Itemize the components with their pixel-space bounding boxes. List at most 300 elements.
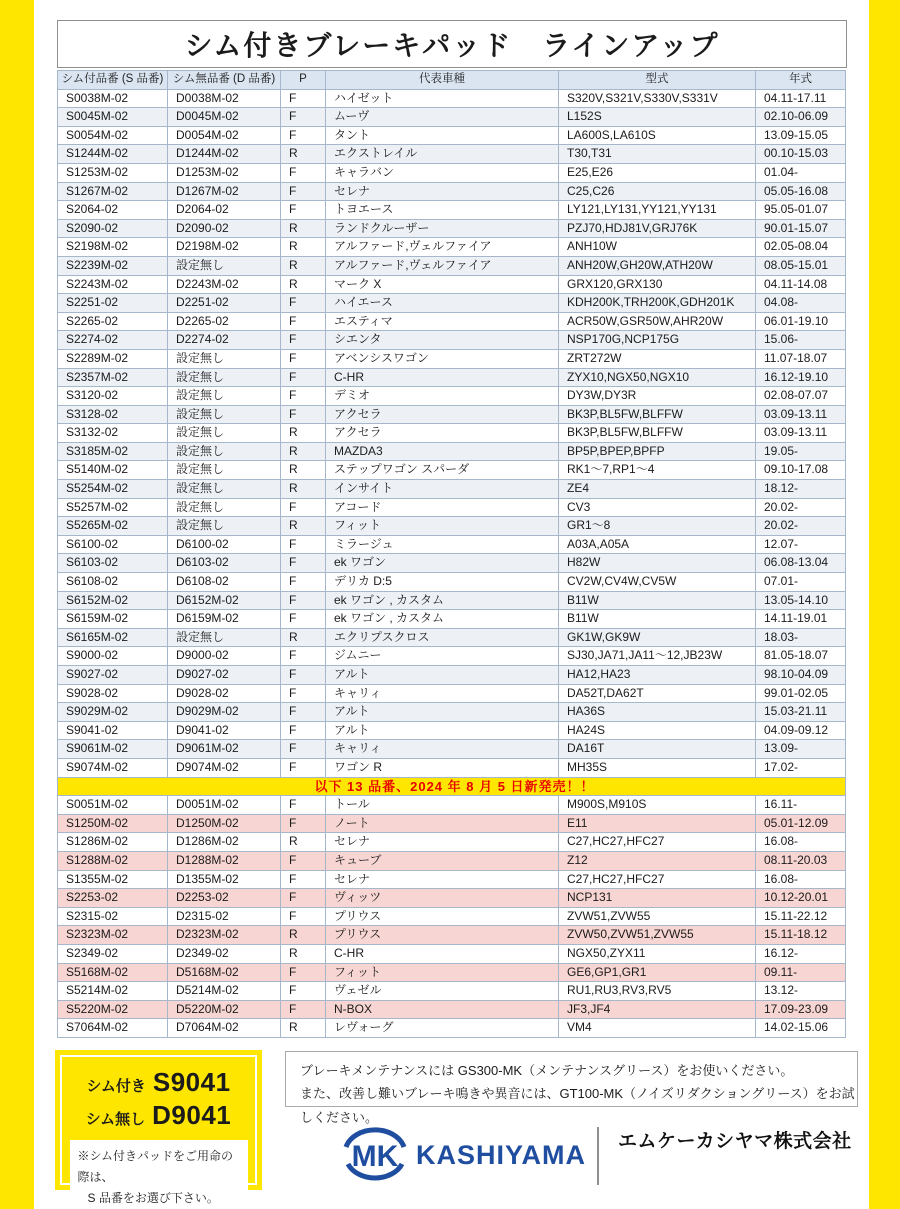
header-year: 年式 [756,71,846,90]
cell-position: F [281,294,326,313]
table-row [58,163,846,182]
cell-s-number: S9074M-02 [58,758,168,777]
table-row [58,814,846,833]
new-release-banner-text: 以下 13 品番、2024 年 8 月 5 日新発売！！ [58,777,846,796]
cell-position: F [281,349,326,368]
cell-d-number: D6100-02 [168,535,281,554]
cell-vehicle: アベンシスワゴン [326,349,559,368]
cell-d-number: D1250M-02 [168,814,281,833]
cell-year: 13.09-15.05 [756,126,846,145]
cell-position: F [281,666,326,685]
cell-s-number: S2198M-02 [58,238,168,257]
cell-d-number: D1267M-02 [168,182,281,201]
cell-vehicle: ek ワゴン [326,554,559,573]
table-row [58,1000,846,1019]
cell-vehicle: ランドクルーザー [326,219,559,238]
cell-year: 06.01-19.10 [756,312,846,331]
cell-d-number: D0045M-02 [168,108,281,127]
cell-s-number: S9000-02 [58,647,168,666]
cell-vehicle: キューブ [326,851,559,870]
cell-vehicle: ek ワゴン , カスタム [326,610,559,629]
cell-s-number: S2239M-02 [58,256,168,275]
cell-year: 04.09-09.12 [756,721,846,740]
cell-model-code: M900S,M910S [559,796,756,815]
cell-year: 16.08- [756,833,846,852]
cell-vehicle: セレナ [326,182,559,201]
cell-d-number: D0054M-02 [168,126,281,145]
cell-year: 03.09-13.11 [756,405,846,424]
cell-model-code: T30,T31 [559,145,756,164]
table-row [58,89,846,108]
cell-model-code: GE6,GP1,GR1 [559,963,756,982]
cell-year: 01.04- [756,163,846,182]
cell-s-number: S0051M-02 [58,796,168,815]
cell-vehicle: アクセラ [326,424,559,443]
header-vehicle: 代表車種 [326,71,559,90]
cell-model-code: KDH200K,TRH200K,GDH201K [559,294,756,313]
table-row [58,238,846,257]
cell-vehicle: レヴォーグ [326,1019,559,1038]
cell-model-code: GRX120,GRX130 [559,275,756,294]
table-row [58,684,846,703]
table-row [58,461,846,480]
cell-model-code: BK3P,BL5FW,BLFFW [559,424,756,443]
cell-s-number: S6103-02 [58,554,168,573]
cell-vehicle: キャリィ [326,684,559,703]
cell-position: R [281,517,326,536]
cell-s-number: S3132-02 [58,424,168,443]
right-yellow-strip [869,0,900,1209]
cell-position: R [281,1019,326,1038]
table-row [58,219,846,238]
cell-model-code: ANH20W,GH20W,ATH20W [559,256,756,275]
order-note-line1: ※シム付きパッドをご用命の際は、 [77,1149,234,1184]
cell-d-number: D2090-02 [168,219,281,238]
left-yellow-strip [0,0,34,1209]
cell-d-number: D6159M-02 [168,610,281,629]
logo-word: KASHIYAMA [416,1139,587,1170]
cell-s-number: S2265-02 [58,312,168,331]
cell-model-code: A03A,A05A [559,535,756,554]
table-row [58,944,846,963]
cell-d-number: D1288M-02 [168,851,281,870]
cell-d-number: D1355M-02 [168,870,281,889]
cell-position: R [281,628,326,647]
cell-position: F [281,814,326,833]
cell-model-code: GK1W,GK9W [559,628,756,647]
table-row [58,1019,846,1038]
header-model-code: 型式 [559,71,756,90]
cell-d-number: 設定無し [168,480,281,499]
cell-vehicle: アコード [326,498,559,517]
cell-year: 10.12-20.01 [756,889,846,908]
table-row [58,610,846,629]
cell-year: 02.10-06.09 [756,108,846,127]
table-row [58,740,846,759]
shim-with-line [86,1067,230,1098]
cell-d-number: 設定無し [168,405,281,424]
table-row [58,387,846,406]
cell-s-number: S9028-02 [58,684,168,703]
cell-year: 16.12-19.10 [756,368,846,387]
cell-d-number: D6152M-02 [168,591,281,610]
cell-d-number: D9041-02 [168,721,281,740]
cell-vehicle: アルファード,ヴェルファイア [326,256,559,275]
table-row [58,591,846,610]
lineup-table [57,70,846,1038]
cell-s-number: S9061M-02 [58,740,168,759]
cell-vehicle: ステップワゴン スパーダ [326,461,559,480]
table-row [58,368,846,387]
cell-model-code: HA36S [559,703,756,722]
cell-vehicle: デリカ D:5 [326,573,559,592]
cell-s-number: S9041-02 [58,721,168,740]
cell-year: 20.02- [756,498,846,517]
cell-vehicle: アクセラ [326,405,559,424]
cell-year: 02.05-08.04 [756,238,846,257]
table-row [58,647,846,666]
cell-model-code: B11W [559,610,756,629]
part-number-promo-inner [60,1055,257,1205]
cell-model-code: ANH10W [559,238,756,257]
cell-model-code: Z12 [559,851,756,870]
cell-year: 15.11-22.12 [756,907,846,926]
cell-d-number: D9074M-02 [168,758,281,777]
cell-s-number: S5140M-02 [58,461,168,480]
cell-vehicle: プリウス [326,907,559,926]
cell-position: F [281,535,326,554]
cell-position: F [281,684,326,703]
cell-s-number: S2090-02 [58,219,168,238]
cell-vehicle: アルト [326,703,559,722]
cell-vehicle: キャリィ [326,740,559,759]
cell-model-code: ZE4 [559,480,756,499]
cell-year: 08.11-20.03 [756,851,846,870]
cell-position: F [281,796,326,815]
cell-model-code: DY3W,DY3R [559,387,756,406]
table-row [58,275,846,294]
cell-position: F [281,405,326,424]
cell-year: 07.01- [756,573,846,592]
order-note [70,1140,248,1209]
cell-year: 04.11-14.08 [756,275,846,294]
cell-position: R [281,275,326,294]
cell-year: 13.12- [756,982,846,1001]
cell-year: 14.11-19.01 [756,610,846,629]
cell-model-code: GR1～8 [559,517,756,536]
mk-kashiyama-logo [338,1126,586,1184]
table-row [58,424,846,443]
cell-position: F [281,108,326,127]
cell-s-number: S2251-02 [58,294,168,313]
cell-year: 16.12- [756,944,846,963]
cell-d-number: D9028-02 [168,684,281,703]
cell-d-number: 設定無し [168,442,281,461]
cell-position: F [281,851,326,870]
cell-d-number: D2243M-02 [168,275,281,294]
cell-year: 09.11- [756,963,846,982]
cell-d-number: D2349-02 [168,944,281,963]
table-row [58,666,846,685]
header-position: P [281,71,326,90]
cell-year: 05.01-12.09 [756,814,846,833]
cell-year: 13.05-14.10 [756,591,846,610]
cell-s-number: S5214M-02 [58,982,168,1001]
cell-s-number: S9027-02 [58,666,168,685]
cell-model-code: HA24S [559,721,756,740]
cell-d-number: D0038M-02 [168,89,281,108]
cell-model-code: ACR50W,GSR50W,AHR20W [559,312,756,331]
cell-vehicle: C-HR [326,944,559,963]
cell-vehicle: セレナ [326,870,559,889]
maintenance-info-box [285,1051,858,1125]
cell-vehicle: フィット [326,963,559,982]
company-name: エムケーカシヤマ株式会社 [618,1131,852,1152]
cell-year: 03.09-13.11 [756,424,846,443]
cell-d-number: D7064M-02 [168,1019,281,1038]
cell-s-number: S3128-02 [58,405,168,424]
table-row [58,758,846,777]
cell-position: F [281,368,326,387]
page-title-box [57,20,847,68]
cell-position: R [281,944,326,963]
table-row [58,703,846,722]
shim-without-line [86,1100,232,1131]
cell-s-number: S2253-02 [58,889,168,908]
cell-year: 15.11-18.12 [756,926,846,945]
cell-year: 08.05-15.01 [756,256,846,275]
cell-d-number: D2253-02 [168,889,281,908]
cell-d-number: D1253M-02 [168,163,281,182]
cell-model-code: DA52T,DA62T [559,684,756,703]
part-number-promo-box [55,1050,262,1205]
table-row [58,294,846,313]
cell-model-code: BP5P,BPEP,BPFP [559,442,756,461]
cell-position: F [281,498,326,517]
cell-year: 12.07- [756,535,846,554]
cell-vehicle: ハイゼット [326,89,559,108]
cell-s-number: S6108-02 [58,573,168,592]
cell-s-number: S2349-02 [58,944,168,963]
cell-d-number: D5220M-02 [168,1000,281,1019]
shim-with-label: シム付き [86,1078,146,1095]
cell-model-code: L152S [559,108,756,127]
cell-model-code: S320V,S321V,S330V,S331V [559,89,756,108]
cell-position: R [281,480,326,499]
cell-position: R [281,238,326,257]
cell-model-code: SJ30,JA71,JA11～12,JB23W [559,647,756,666]
cell-vehicle: ワゴン R [326,758,559,777]
cell-s-number: S2243M-02 [58,275,168,294]
cell-year: 02.08-07.07 [756,387,846,406]
cell-d-number: 設定無し [168,424,281,443]
cell-position: F [281,647,326,666]
cell-position: F [281,740,326,759]
cell-s-number: S1288M-02 [58,851,168,870]
cell-d-number: D6108-02 [168,573,281,592]
table-header-row [58,71,846,90]
cell-position: F [281,554,326,573]
table-row [58,833,846,852]
cell-s-number: S6165M-02 [58,628,168,647]
cell-position: F [281,201,326,220]
header-s-number: シム付品番 (S 品番) [58,71,168,90]
cell-d-number: D2323M-02 [168,926,281,945]
cell-year: 98.10-04.09 [756,666,846,685]
cell-d-number: D2064-02 [168,201,281,220]
cell-d-number: 設定無し [168,498,281,517]
cell-position: F [281,591,326,610]
cell-d-number: D1244M-02 [168,145,281,164]
cell-vehicle: シエンタ [326,331,559,350]
cell-model-code: B11W [559,591,756,610]
cell-model-code: HA12,HA23 [559,666,756,685]
cell-year: 15.03-21.11 [756,703,846,722]
cell-vehicle: エクストレイル [326,145,559,164]
cell-s-number: S5257M-02 [58,498,168,517]
cell-position: R [281,461,326,480]
cell-position: F [281,312,326,331]
cell-year: 00.10-15.03 [756,145,846,164]
table-row [58,201,846,220]
cell-vehicle: C-HR [326,368,559,387]
cell-position: F [281,721,326,740]
page-title: シム付きブレーキパッド ラインアップ [184,30,720,61]
cell-position: F [281,163,326,182]
cell-d-number: D1286M-02 [168,833,281,852]
cell-vehicle: エクリプスクロス [326,628,559,647]
cell-vehicle: アルファード,ヴェルファイア [326,238,559,257]
cell-s-number: S7064M-02 [58,1019,168,1038]
cell-vehicle: ムーヴ [326,108,559,127]
cell-s-number: S2357M-02 [58,368,168,387]
cell-year: 17.02- [756,758,846,777]
cell-position: F [281,703,326,722]
cell-year: 18.03- [756,628,846,647]
table-row [58,870,846,889]
cell-position: R [281,926,326,945]
cell-year: 18.12- [756,480,846,499]
cell-d-number: D2198M-02 [168,238,281,257]
cell-position: R [281,442,326,461]
cell-vehicle: ジムニー [326,647,559,666]
cell-model-code: ZVW51,ZVW55 [559,907,756,926]
cell-model-code: VM4 [559,1019,756,1038]
cell-s-number: S9029M-02 [58,703,168,722]
table-row [58,517,846,536]
cell-position: R [281,833,326,852]
cell-year: 17.09-23.09 [756,1000,846,1019]
cell-year: 99.01-02.05 [756,684,846,703]
table-row [58,926,846,945]
cell-s-number: S1355M-02 [58,870,168,889]
cell-year: 14.02-15.06 [756,1019,846,1038]
cell-s-number: S1250M-02 [58,814,168,833]
cell-model-code: C25,C26 [559,182,756,201]
cell-d-number: D2274-02 [168,331,281,350]
cell-model-code: DA16T [559,740,756,759]
cell-position: F [281,758,326,777]
cell-d-number: 設定無し [168,368,281,387]
table-row [58,349,846,368]
order-note-line2: S 品番をお選び下さい。 [87,1191,219,1205]
table-row [58,256,846,275]
cell-model-code: BK3P,BL5FW,BLFFW [559,405,756,424]
cell-s-number: S6100-02 [58,535,168,554]
cell-s-number: S6152M-02 [58,591,168,610]
cell-d-number: 設定無し [168,461,281,480]
cell-vehicle: ミラージュ [326,535,559,554]
cell-s-number: S1244M-02 [58,145,168,164]
cell-model-code: LY121,LY131,YY121,YY131 [559,201,756,220]
cell-vehicle: ヴィッツ [326,889,559,908]
cell-vehicle: インサイト [326,480,559,499]
cell-vehicle: エスティマ [326,312,559,331]
cell-year: 16.08- [756,870,846,889]
cell-model-code: RU1,RU3,RV3,RV5 [559,982,756,1001]
lineup-table-wrap [57,70,845,1038]
cell-s-number: S2315-02 [58,907,168,926]
cell-s-number: S0054M-02 [58,126,168,145]
cell-d-number: D9029M-02 [168,703,281,722]
cell-d-number: D9027-02 [168,666,281,685]
cell-year: 05.05-16.08 [756,182,846,201]
cell-year: 04.11-17.11 [756,89,846,108]
cell-d-number: D5168M-02 [168,963,281,982]
table-row [58,907,846,926]
lineup-table-body [58,89,846,1037]
footer-divider [597,1127,599,1185]
table-row [58,126,846,145]
cell-model-code: E11 [559,814,756,833]
cell-s-number: S0038M-02 [58,89,168,108]
cell-year: 95.05-01.07 [756,201,846,220]
cell-year: 09.10-17.08 [756,461,846,480]
cell-d-number: D6103-02 [168,554,281,573]
cell-model-code: ZVW50,ZVW51,ZVW55 [559,926,756,945]
cell-model-code: C27,HC27,HFC27 [559,833,756,852]
cell-s-number: S1253M-02 [58,163,168,182]
cell-model-code: JF3,JF4 [559,1000,756,1019]
table-row [58,108,846,127]
cell-s-number: S2289M-02 [58,349,168,368]
cell-vehicle: MAZDA3 [326,442,559,461]
cell-model-code: PZJ70,HDJ81V,GRJ76K [559,219,756,238]
cell-s-number: S0045M-02 [58,108,168,127]
cell-position: R [281,145,326,164]
cell-position: F [281,573,326,592]
cell-position: R [281,219,326,238]
cell-s-number: S5220M-02 [58,1000,168,1019]
shim-without-label: シム無し [85,1111,146,1128]
shim-without-value: D9041 [152,1100,232,1130]
cell-s-number: S5265M-02 [58,517,168,536]
cell-s-number: S2274-02 [58,331,168,350]
table-row [58,535,846,554]
cell-model-code: E25,E26 [559,163,756,182]
cell-d-number: 設定無し [168,387,281,406]
cell-position: F [281,387,326,406]
cell-year: 13.09- [756,740,846,759]
cell-vehicle: デミオ [326,387,559,406]
cell-vehicle: ek ワゴン , カスタム [326,591,559,610]
cell-position: F [281,870,326,889]
cell-model-code: CV2W,CV4W,CV5W [559,573,756,592]
logo-mk-text: MK [351,1140,399,1173]
table-row [58,145,846,164]
cell-position: R [281,256,326,275]
table-row [58,182,846,201]
